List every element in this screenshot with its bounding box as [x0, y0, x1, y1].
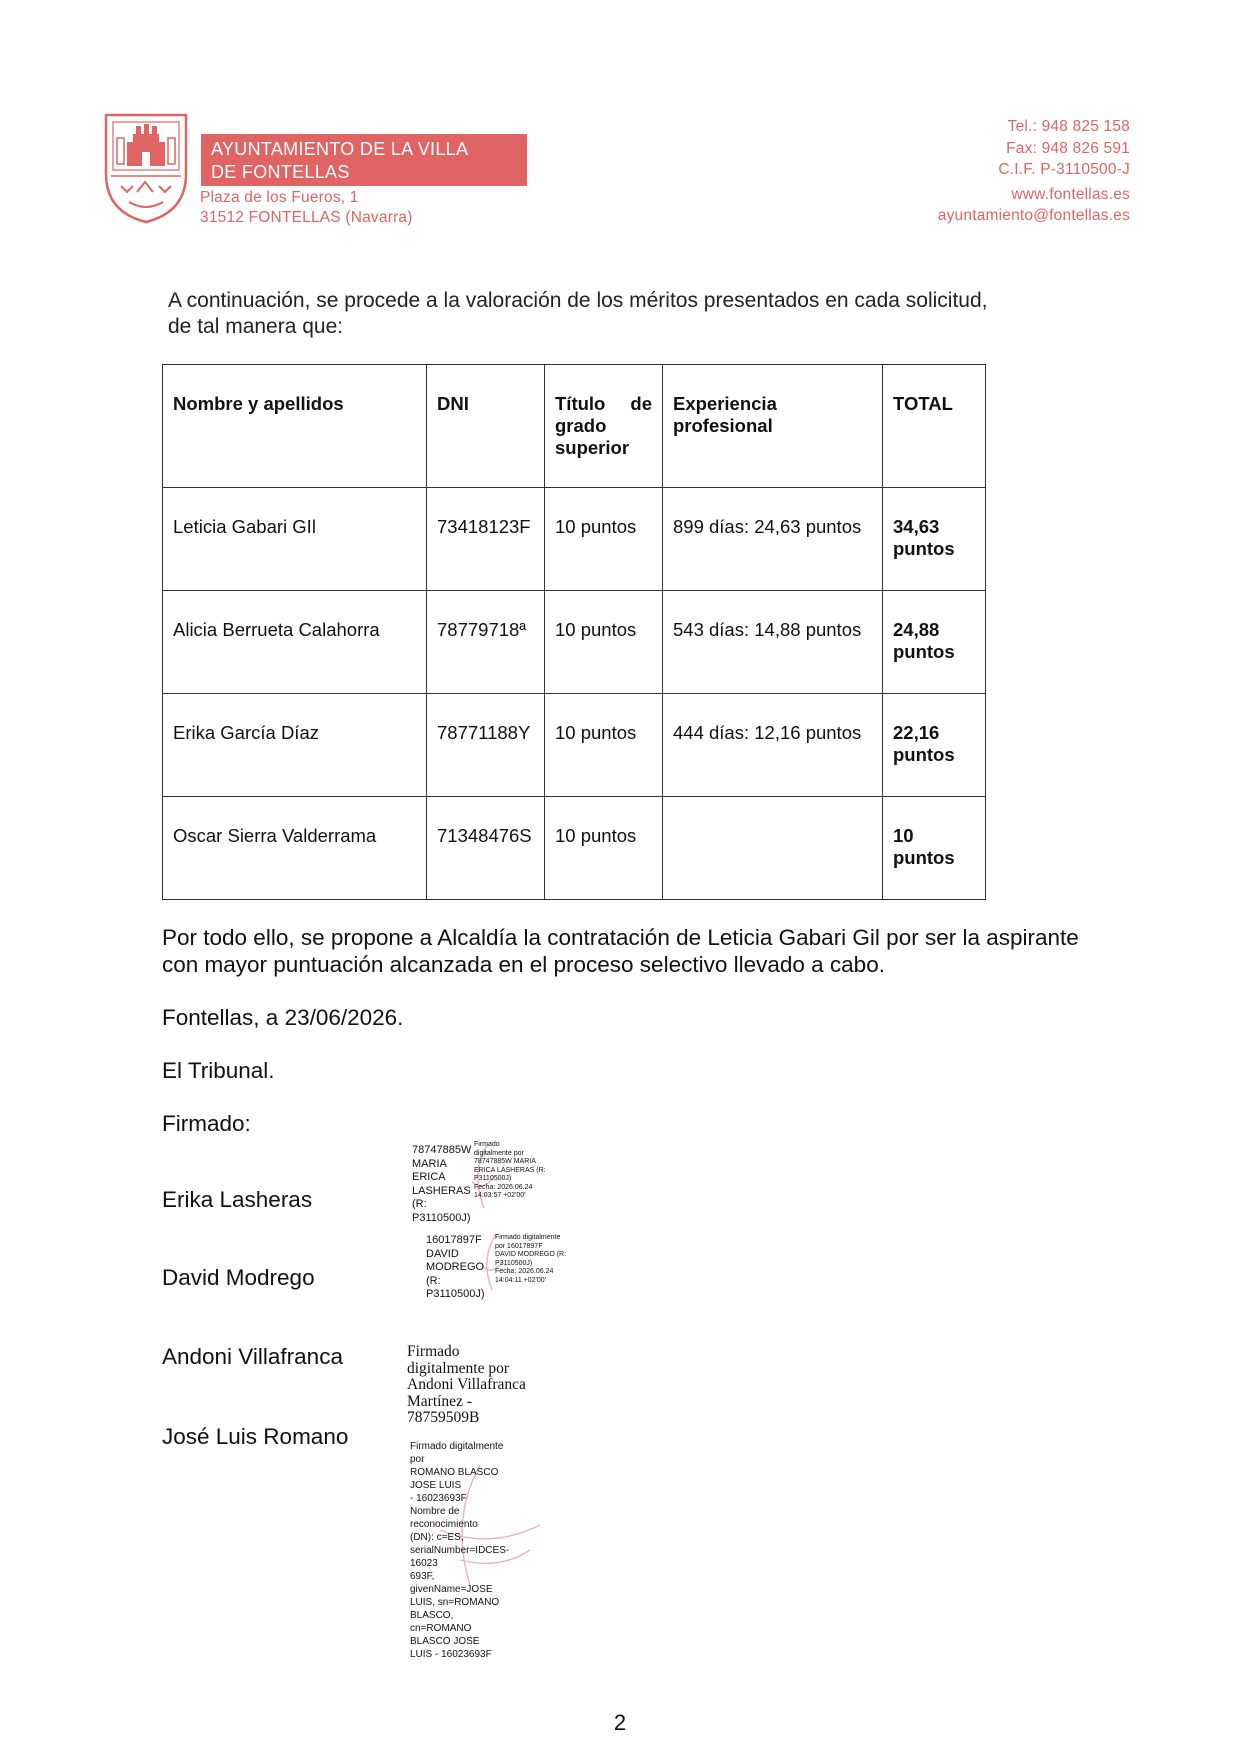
sig-line: LUIS - 16023693F: [410, 1649, 492, 1660]
fax: Fax: 948 826 591: [1006, 139, 1130, 157]
sig-line: (DN): c=ES,: [410, 1532, 464, 1543]
sig-line: 693F, givenName=JOSE: [410, 1571, 493, 1595]
total-unit: puntos: [893, 538, 955, 559]
telephone: Tel.: 948 825 158: [1007, 118, 1130, 135]
header-title-line2: grado: [555, 415, 607, 436]
intro-line2: de tal manera que:: [168, 315, 344, 338]
organization-banner: [201, 134, 527, 186]
cell-total: [883, 694, 986, 797]
cell-experience: [663, 797, 883, 900]
cell-dni: 71348476S: [427, 797, 545, 900]
cell-name: Leticia Gabari GIl: [163, 488, 427, 591]
total-unit: puntos: [893, 641, 955, 662]
sig-line: P3110500J): [495, 1259, 533, 1267]
sig-line: 14:04:11 +02'00': [495, 1276, 547, 1284]
conclusion-line1: Por todo ello, se propone a Alcaldía la contratación de Leticia Gabari Gil por ser la aspirante: [162, 925, 1079, 950]
sig-line: LASHERAS (R:: [412, 1184, 471, 1210]
header-experience-line1: Experiencia: [673, 393, 777, 414]
sig-line: Fecha: 2026.06.24: [474, 1183, 533, 1191]
total-value: 24,88: [893, 619, 940, 640]
total-unit: puntos: [893, 744, 955, 765]
merits-table: [162, 364, 986, 900]
cell-dni: 73418123F: [427, 488, 545, 591]
cell-total: [883, 797, 986, 900]
cell-experience: 899 días: 24,63 puntos: [663, 488, 883, 591]
sig-line: por 16017897F: [495, 1242, 543, 1250]
sig-line: Firmado digitalmente por: [410, 1441, 504, 1465]
header-title-word2: de: [630, 393, 652, 414]
header-title-word1: Título: [555, 393, 606, 414]
header-name: Nombre y apellidos: [163, 365, 427, 488]
address-line1: Plaza de los Fueros, 1: [200, 189, 359, 206]
page-number: 2: [613, 1710, 627, 1735]
cell-total: [883, 488, 986, 591]
total-unit: puntos: [893, 847, 955, 868]
cell-total: [883, 591, 986, 694]
header-title-line3: superior: [555, 437, 630, 458]
table-row: [163, 591, 986, 694]
sig-line: 78759509B: [407, 1409, 480, 1426]
sig-line: Martínez -: [407, 1392, 472, 1410]
table-header-row: [163, 365, 986, 488]
organization-name-line2: DE FONTELLAS: [211, 162, 350, 182]
sig-line: ERICA LASHERAS (R:: [474, 1166, 546, 1174]
signer-name: David Modrego: [162, 1265, 315, 1290]
header-total: TOTAL: [883, 365, 986, 488]
sig-line: MODREGO (R:: [426, 1261, 485, 1287]
sig-line: serialNumber=IDCES-16023: [410, 1545, 510, 1569]
sig-line: Firmado digitalmente: [495, 1234, 561, 1241]
sig-line: 14:03:57 +02'00': [474, 1192, 526, 1199]
sig-line: Firmado: [407, 1343, 460, 1360]
header-experience-line2: profesional: [673, 415, 773, 436]
cell-title: 10 puntos: [545, 694, 663, 797]
header-dni: DNI: [427, 365, 545, 488]
signer-name: José Luis Romano: [162, 1424, 349, 1449]
sig-line: Nombre de reconocimiento: [410, 1506, 478, 1530]
address-line2: 31512 FONTELLAS (Navarra): [200, 209, 413, 226]
cell-dni: 78779718ª: [427, 591, 545, 694]
intro-paragraph: [168, 288, 1088, 340]
sig-line: 78747885W: [412, 1144, 472, 1156]
contact-info: [938, 116, 1130, 227]
sig-line: P3110500J): [474, 1175, 512, 1182]
sig-line: LUIS, sn=ROMANO BLASCO,: [410, 1597, 500, 1621]
municipal-crest-logo: [103, 112, 189, 224]
sig-line: DAVID: [426, 1247, 459, 1260]
sig-line: Fecha: 2026.06.24: [495, 1268, 554, 1275]
cell-name: Oscar Sierra Valderrama: [163, 797, 427, 900]
sig-line: P3110500J): [426, 1288, 485, 1300]
sig-line: ROMANO BLASCO JOSE LUIS: [410, 1467, 499, 1491]
sig-line: - 16023693F: [410, 1493, 467, 1504]
table-row: [163, 797, 986, 900]
sig-line: 78747885W MARIA: [474, 1158, 536, 1165]
intro-line1: A continuación, se procede a la valoración de los méritos presentados en cada solicitud,: [168, 289, 988, 312]
tribunal-label: El Tribunal.: [162, 1058, 275, 1083]
total-value: 34,63: [893, 516, 940, 537]
organization-name-line1: AYUNTAMIENTO DE LA VILLA: [211, 139, 469, 159]
digital-signature-stamp: [407, 1344, 526, 1427]
sig-line: Firmado: [474, 1141, 500, 1148]
cell-experience: 543 días: 14,88 puntos: [663, 591, 883, 694]
email-link[interactable]: ayuntamiento@fontellas.es: [937, 207, 1130, 224]
cell-name: Erika García Díaz: [163, 694, 427, 797]
conclusion-line2: con mayor puntuación alcanzada en el proceso selectivo llevado a cabo.: [162, 952, 885, 977]
sig-line: cn=ROMANO BLASCO JOSE: [410, 1623, 480, 1647]
cell-title: 10 puntos: [545, 591, 663, 694]
website-link[interactable]: www.fontellas.es: [1011, 185, 1130, 203]
sig-line: Andoni Villafranca: [407, 1376, 526, 1393]
cell-name: Alicia Berrueta Calahorra: [163, 591, 427, 694]
table-row: [163, 694, 986, 797]
place-date: Fontellas, a 23/06/2026.: [162, 1005, 404, 1030]
signed-label: Firmado:: [162, 1111, 251, 1136]
sig-line: MARIA ERICA: [412, 1157, 447, 1183]
cell-title: 10 puntos: [545, 797, 663, 900]
sig-line: digitalmente por: [474, 1149, 524, 1157]
cell-experience: 444 días: 12,16 puntos: [663, 694, 883, 797]
conclusion-paragraph: [162, 924, 1112, 978]
sig-line: digitalmente por: [407, 1359, 510, 1377]
sig-line: P3110500J): [412, 1211, 471, 1224]
header-experience: [663, 365, 883, 488]
signer-name: Andoni Villafranca: [162, 1344, 343, 1369]
table-row: [163, 488, 986, 591]
sig-line: DAVID MODREGO (R:: [495, 1251, 567, 1258]
organization-address: [200, 188, 413, 228]
signer-name: Erika Lasheras: [162, 1187, 313, 1212]
header-title: [545, 365, 663, 488]
cell-dni: 78771188Y: [427, 694, 545, 797]
cif: C.I.F. P-3110500-J: [998, 161, 1130, 178]
cell-title: 10 puntos: [545, 488, 663, 591]
total-value: 22,16: [893, 722, 940, 743]
total-value: 10: [893, 825, 914, 846]
sig-line: 16017897F: [426, 1234, 482, 1246]
